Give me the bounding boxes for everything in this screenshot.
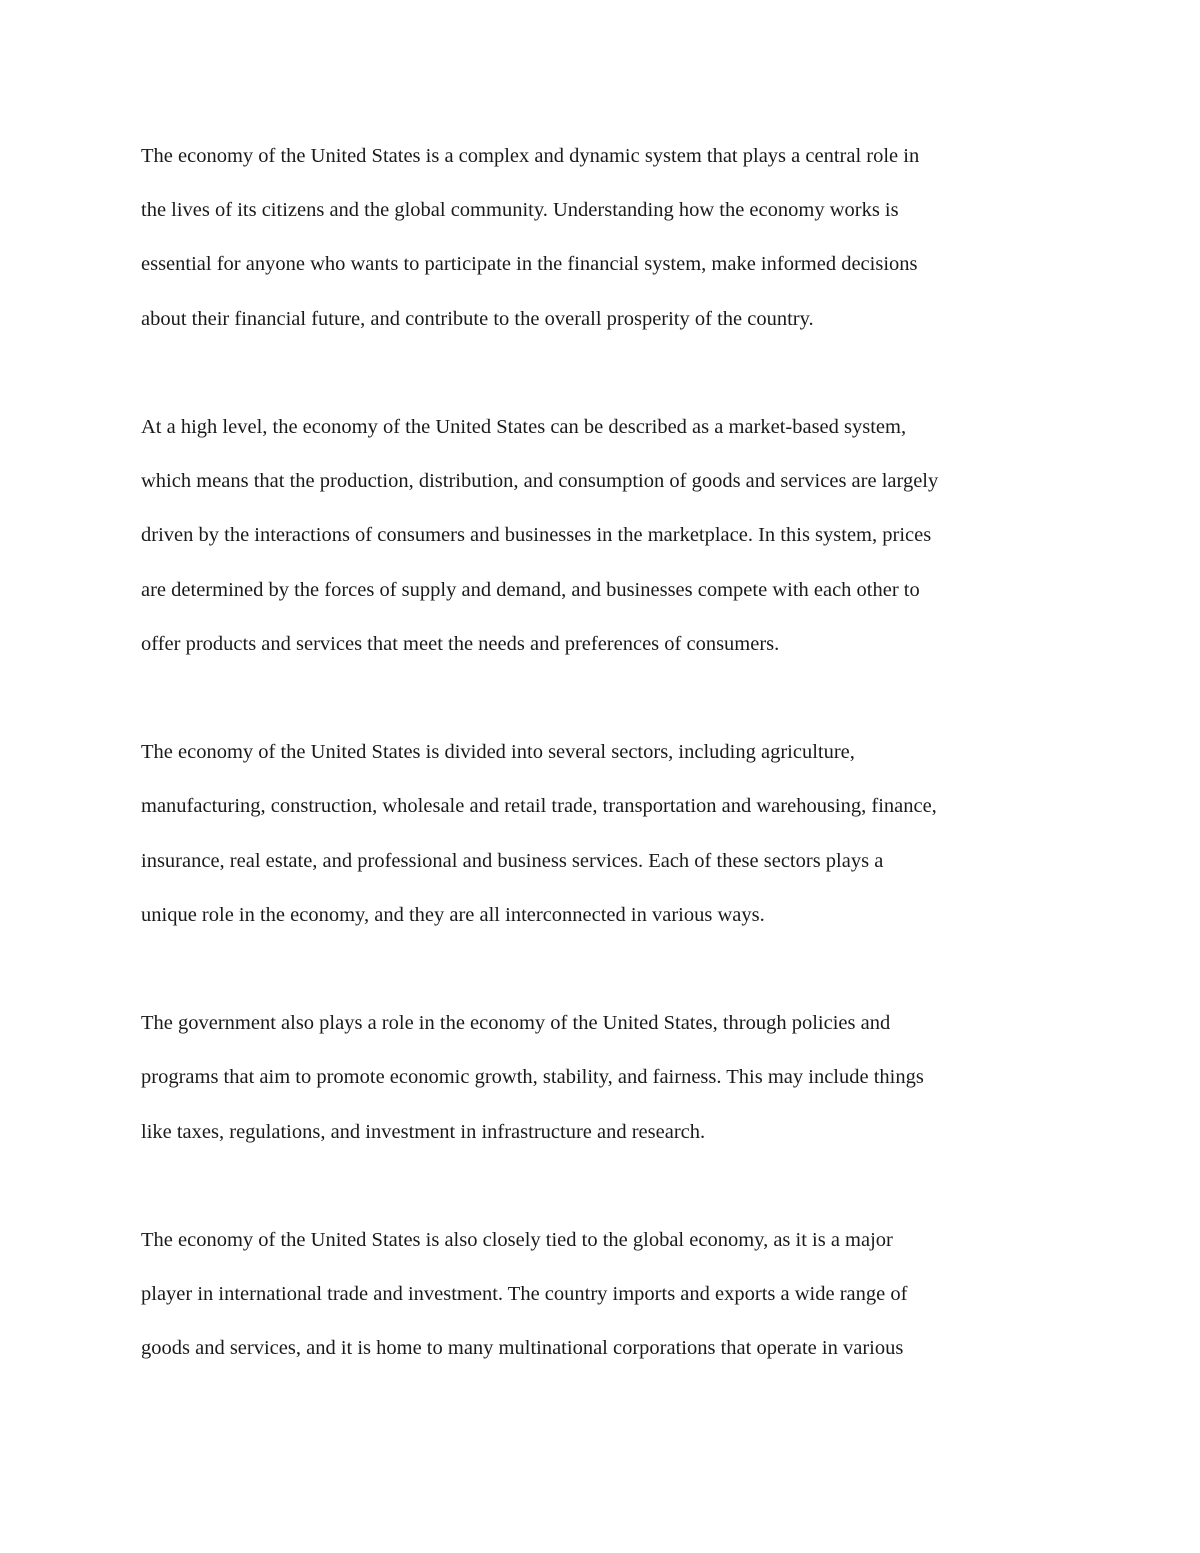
- paragraph-line: driven by the interactions of consumers and businesses in the marketplace. In this system, prices: [141, 524, 932, 547]
- paragraph-line: At a high level, the economy of the United States can be described as a market-based system,: [141, 416, 907, 438]
- paragraph-line: goods and services, and it is home to many multinational corporations that operate in various: [141, 1337, 904, 1360]
- paragraph-1: [141, 129, 1066, 346]
- paragraph-line: which means that the production, distribution, and consumption of goods and services are largely: [141, 470, 939, 493]
- paragraph-line: about their financial future, and contribute to the overall prosperity of the country.: [141, 307, 814, 330]
- paragraph-line: The economy of the United States is divided into several sectors, including agriculture,: [141, 741, 855, 764]
- paragraph-line: insurance, real estate, and professional and business services. Each of these sectors plays a: [141, 849, 884, 872]
- paragraph-line: manufacturing, construction, wholesale and retail trade, transportation and warehousing, finance,: [141, 795, 937, 818]
- paragraph-4: [141, 996, 1066, 1159]
- paragraph-line: The economy of the United States is a complex and dynamic system that plays a central role in: [141, 145, 920, 167]
- paragraph-line: the lives of its citizens and the global community. Understanding how the economy works is: [141, 199, 899, 222]
- paragraph-line: programs that aim to promote economic growth, stability, and fairness. This may include things: [141, 1066, 924, 1089]
- paragraph-3: [141, 725, 1066, 942]
- document-body: [141, 129, 1066, 1430]
- paragraph-line: player in international trade and investment. The country imports and exports a wide range of: [141, 1283, 908, 1306]
- paragraph-5: [141, 1213, 1066, 1376]
- paragraph-line: The government also plays a role in the economy of the United States, through policies and: [141, 1012, 891, 1035]
- paragraph-line: like taxes, regulations, and investment in infrastructure and research.: [141, 1120, 706, 1143]
- paragraph-line: offer products and services that meet the needs and preferences of consumers.: [141, 632, 780, 655]
- paragraph-line: are determined by the forces of supply and demand, and businesses compete with each other to: [141, 578, 920, 601]
- paragraph-line: essential for anyone who wants to participate in the financial system, make informed decisions: [141, 253, 918, 276]
- paragraph-2: [141, 400, 1066, 671]
- paragraph-line: unique role in the economy, and they are all interconnected in various ways.: [141, 903, 765, 926]
- paragraph-line: The economy of the United States is also closely tied to the global economy, as it is a major: [141, 1229, 893, 1251]
